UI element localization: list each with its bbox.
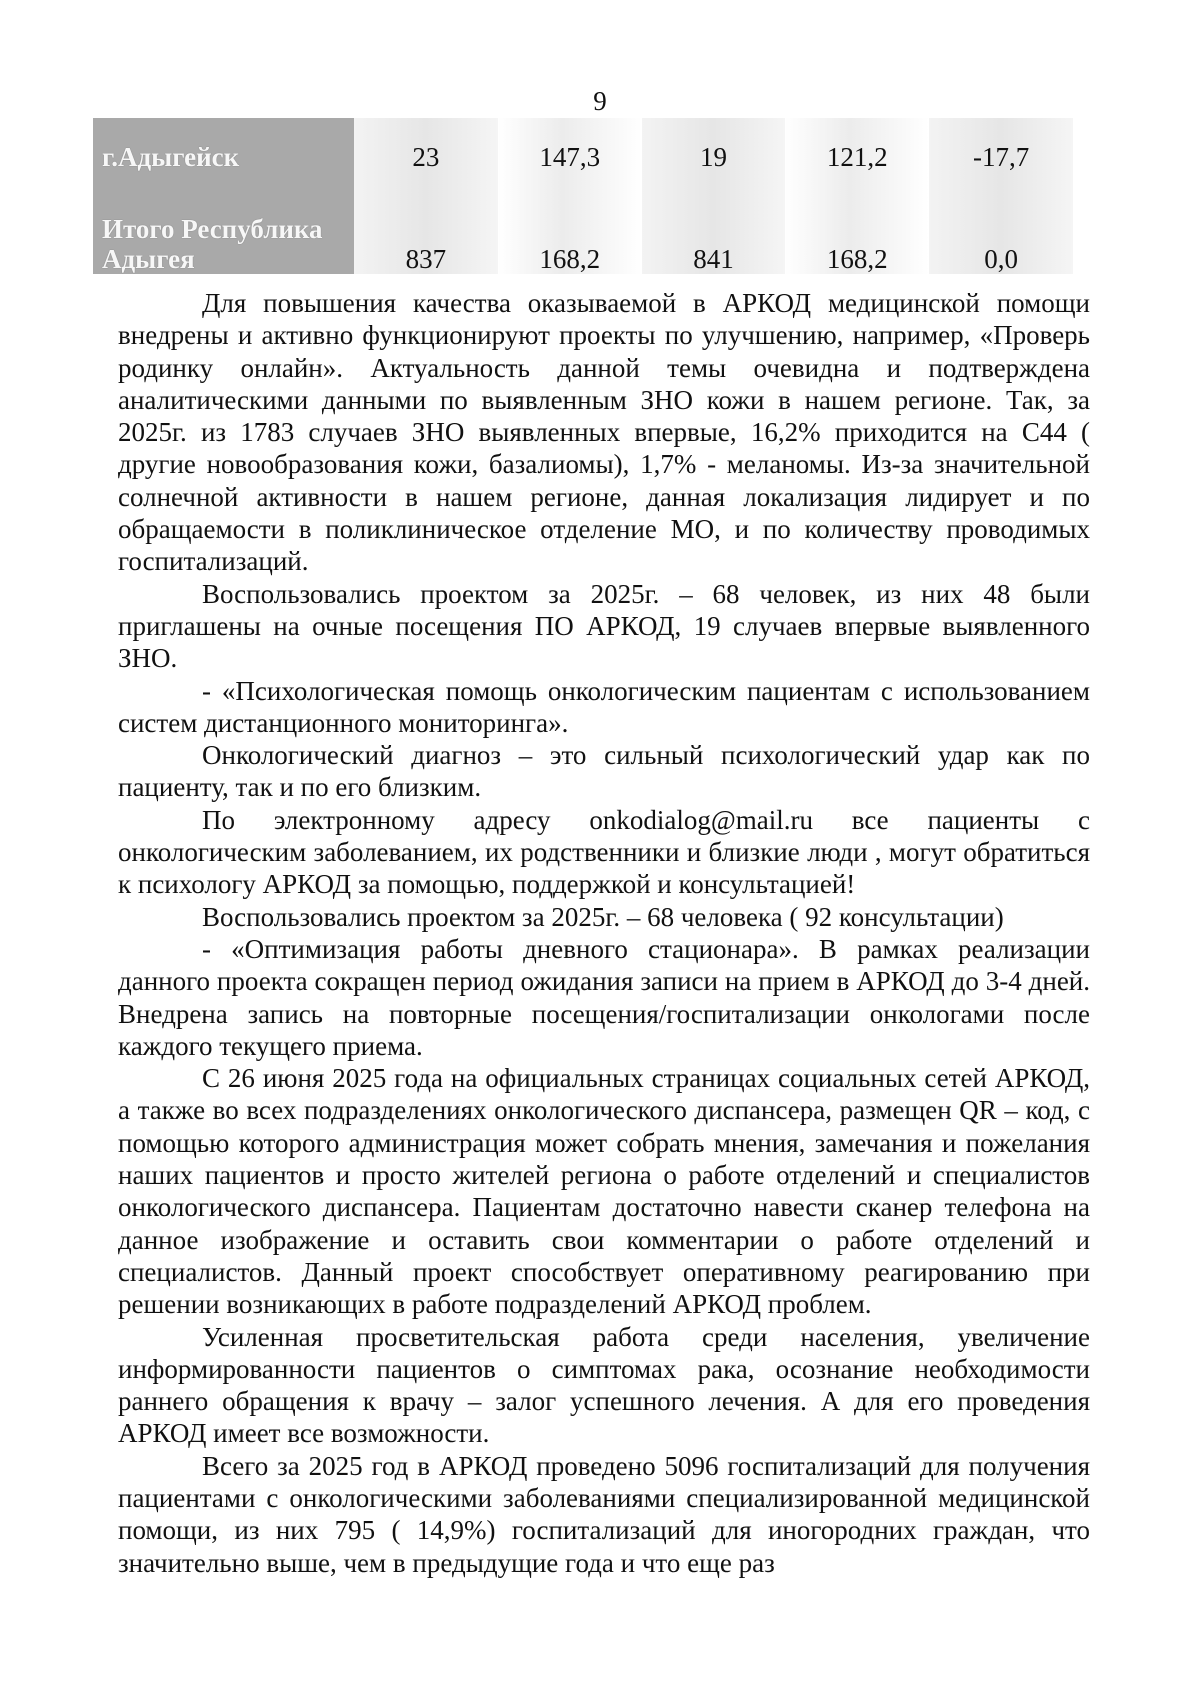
paragraph: - «Психологическая помощь онкологическим пациентам с использованием систем дистанционного мониторинга». xyxy=(118,675,1090,738)
table-cell: 837 xyxy=(354,172,498,274)
paragraph: По электронному адресу onkodialog@mail.ru все пациенты с онкологическим заболеванием, их родственники и близкие люди , могут обратиться к психологу АРКОД за помощью, поддержкой и консультацией! xyxy=(118,804,1090,900)
table-cell: 0,0 xyxy=(929,172,1073,274)
page-number: 9 xyxy=(593,86,607,116)
table-cell: 19 xyxy=(642,118,786,172)
table-row xyxy=(93,172,1073,274)
paragraph: Для повышения качества оказываемой в АРКОД медицинской помощи внедрены и активно функционируют проекты по улучшению, например, «Проверь родинку онлайн». Актуальность данной темы очевидна и подтверждена аналитическими данными по выявленным ЗНО кожи в нашем регионе. Так, за 2025г. из 1783 случаев ЗНО выявленных впервые, 16,2% приходится на С44 ( другие новообразования кожи, базалиомы), 1,7% - меланомы. Из-за значительной солнечной активности в нашем регионе, данная локализация лидирует и по обращаемости в поликлиническое отделение МО, и по количеству проводимых госпитализаций. xyxy=(118,288,1090,577)
table-cell: 23 xyxy=(354,118,498,172)
paragraph: Онкологический диагноз – это сильный психологический удар как по пациенту, так и по его близким. xyxy=(118,740,1090,803)
paragraph: Усиленная просветительская работа среди населения, увеличение информированности пациентов о симптомах рака, осознание необходимости раннего обращения к врачу – залог успешного лечения. А для его проведения АРКОД имеет все возможности. xyxy=(118,1321,1090,1449)
table-cell: 168,2 xyxy=(785,172,929,274)
table-cell: -17,7 xyxy=(929,118,1073,172)
table-row-label: Итого Республика Адыгея xyxy=(93,172,354,274)
paragraph: С 26 июня 2025 года на официальных страницах социальных сетей АРКОД, а также во всех подразделениях онкологического диспансера, размещен QR – код, с помощью которого администрация может собрать мнения, замечания и пожелания наших пациентов и просто жителей региона о работе отделений и специалистов онкологического диспансера. Пациентам достаточно навести сканер телефона на данное изображение и оставить свои комментарии о работе отделений и специалистов. Данный проект способствует оперативному реагированию при решении возникающих в работе подразделений АРКОД проблем. xyxy=(118,1063,1090,1320)
paragraph: Всего за 2025 год в АРКОД проведено 5096 госпитализаций для получения пациентами с онкологическими заболеваниями специализированной медицинской помощи, из них 795 ( 14,9%) госпитализаций для иногородних граждан, что значительно выше, чем в предыдущие года и что еще раз xyxy=(118,1450,1090,1578)
statistics-table xyxy=(93,118,1073,274)
table-cell: 168,2 xyxy=(498,172,642,274)
table-cell: 147,3 xyxy=(498,118,642,172)
table-row xyxy=(93,118,1073,172)
paragraph: Воспользовались проектом за 2025г. – 68 человека ( 92 консультации) xyxy=(202,901,1004,932)
table-cell: 121,2 xyxy=(785,118,929,172)
document-body xyxy=(118,287,1090,1579)
table-row-label: г.Адыгейск xyxy=(93,118,354,172)
paragraph: - «Оптимизация работы дневного стационара». В рамках реализации данного проекта сокращен период ожидания записи на прием в АРКОД до 3-4 дней. Внедрена запись на повторные посещения/госпитализации онкологами после каждого текущего приема. xyxy=(118,933,1090,1061)
paragraph: Воспользовались проектом за 2025г. – 68 человек, из них 48 были приглашены на очные посещения ПО АРКОД, 19 случаев впервые выявленного ЗНО. xyxy=(118,578,1090,674)
table-cell: 841 xyxy=(642,172,786,274)
